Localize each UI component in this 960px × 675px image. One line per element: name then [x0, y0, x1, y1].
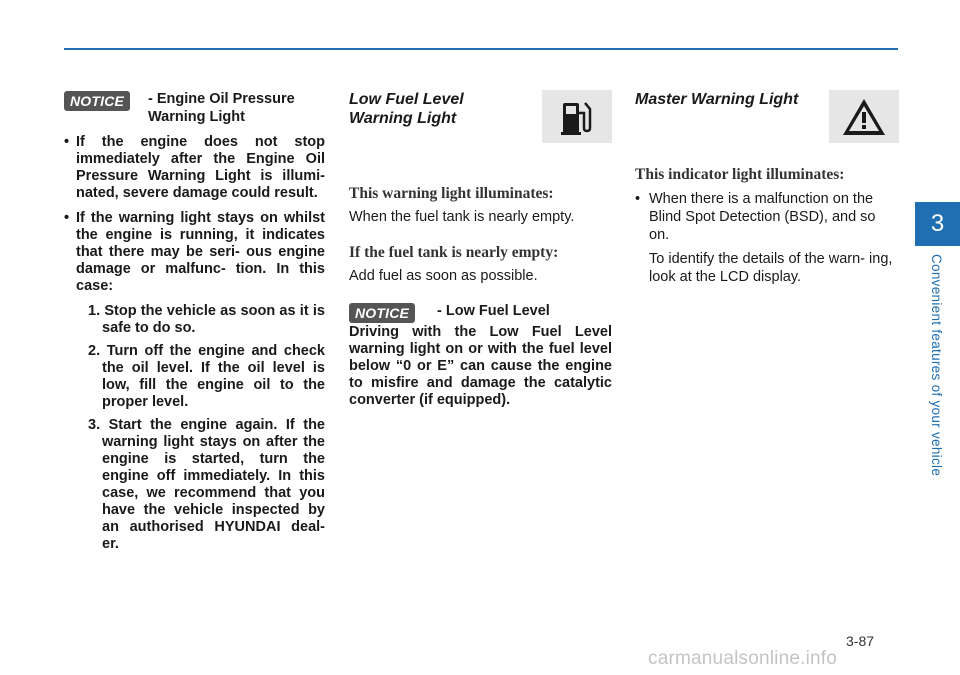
action-heading: If the fuel tank is nearly empty:	[349, 244, 559, 261]
master-warning-column	[635, 90, 899, 286]
illumination-heading: This warning light illuminates:	[349, 185, 554, 202]
step-item: 3. Start the engine again. If the warning light stays on after the engine is started, turn the engine off immediately. In this case, we recommend that you have the vehicle inspected by an authorised HYUNDAI deal- er.	[88, 417, 325, 552]
list-item-text: If the warning light stays on whilst the engine is running, it indicates that there may be seri- ous engine damage or malfunc- tion. In this case:	[76, 210, 325, 294]
notice-text: Driving with the Low Fuel Level warning light on or with the fuel level below “0 or E” can cause the engine to misfire and damage the catalytic converter (if equipped).	[349, 324, 612, 408]
lcd-hint-text: To identify the details of the warn- ing, look at the LCD display.	[649, 251, 893, 285]
notice-badge: NOTICE	[64, 91, 130, 111]
action-text: Add fuel as soon as possible.	[349, 268, 538, 284]
page-number: 3-87	[846, 633, 875, 649]
step-item: 2. Turn off the engine and check the oil level. If the oil level is low, fill the engine oil to the proper level.	[88, 343, 325, 410]
notice-title: - Low Fuel Level	[437, 303, 550, 319]
fuel-pump-icon	[542, 90, 612, 143]
watermark: carmanualsonline.info	[648, 648, 838, 669]
list-item	[635, 190, 899, 286]
illumination-list	[635, 190, 899, 286]
engine-oil-notice-column	[64, 90, 325, 561]
notice-bullet-list	[64, 134, 325, 553]
list-item-text: When there is a malfunction on the Blind Spot Detection (BSD), and so on.	[649, 191, 876, 243]
illumination-heading: This indicator light illuminates:	[635, 166, 845, 183]
header-rule	[64, 48, 898, 50]
notice-heading	[349, 302, 612, 320]
chapter-section-label: Convenient features of your vehicle	[929, 254, 944, 477]
notice-title: - Engine Oil Pressure Warning Light	[148, 91, 295, 125]
notice-heading	[64, 90, 325, 126]
low-fuel-column	[349, 90, 612, 409]
section-title: Master Warning Light	[635, 91, 799, 108]
section-title: Low Fuel Level Warning Light	[349, 91, 464, 127]
notice-badge: NOTICE	[349, 303, 415, 323]
list-item	[64, 210, 325, 553]
chapter-tab: 3	[915, 202, 960, 246]
illumination-text: When the fuel tank is nearly empty.	[349, 209, 575, 225]
steps-list	[76, 303, 325, 553]
warning-triangle-icon	[829, 90, 899, 143]
step-item: 1. Stop the vehicle as soon as it is safe to do so.	[88, 303, 325, 336]
list-item: • If the engine does not stop immediately after the Engine Oil Pressure Warning Light is illumi- nated, severe damage could result.	[64, 134, 325, 202]
